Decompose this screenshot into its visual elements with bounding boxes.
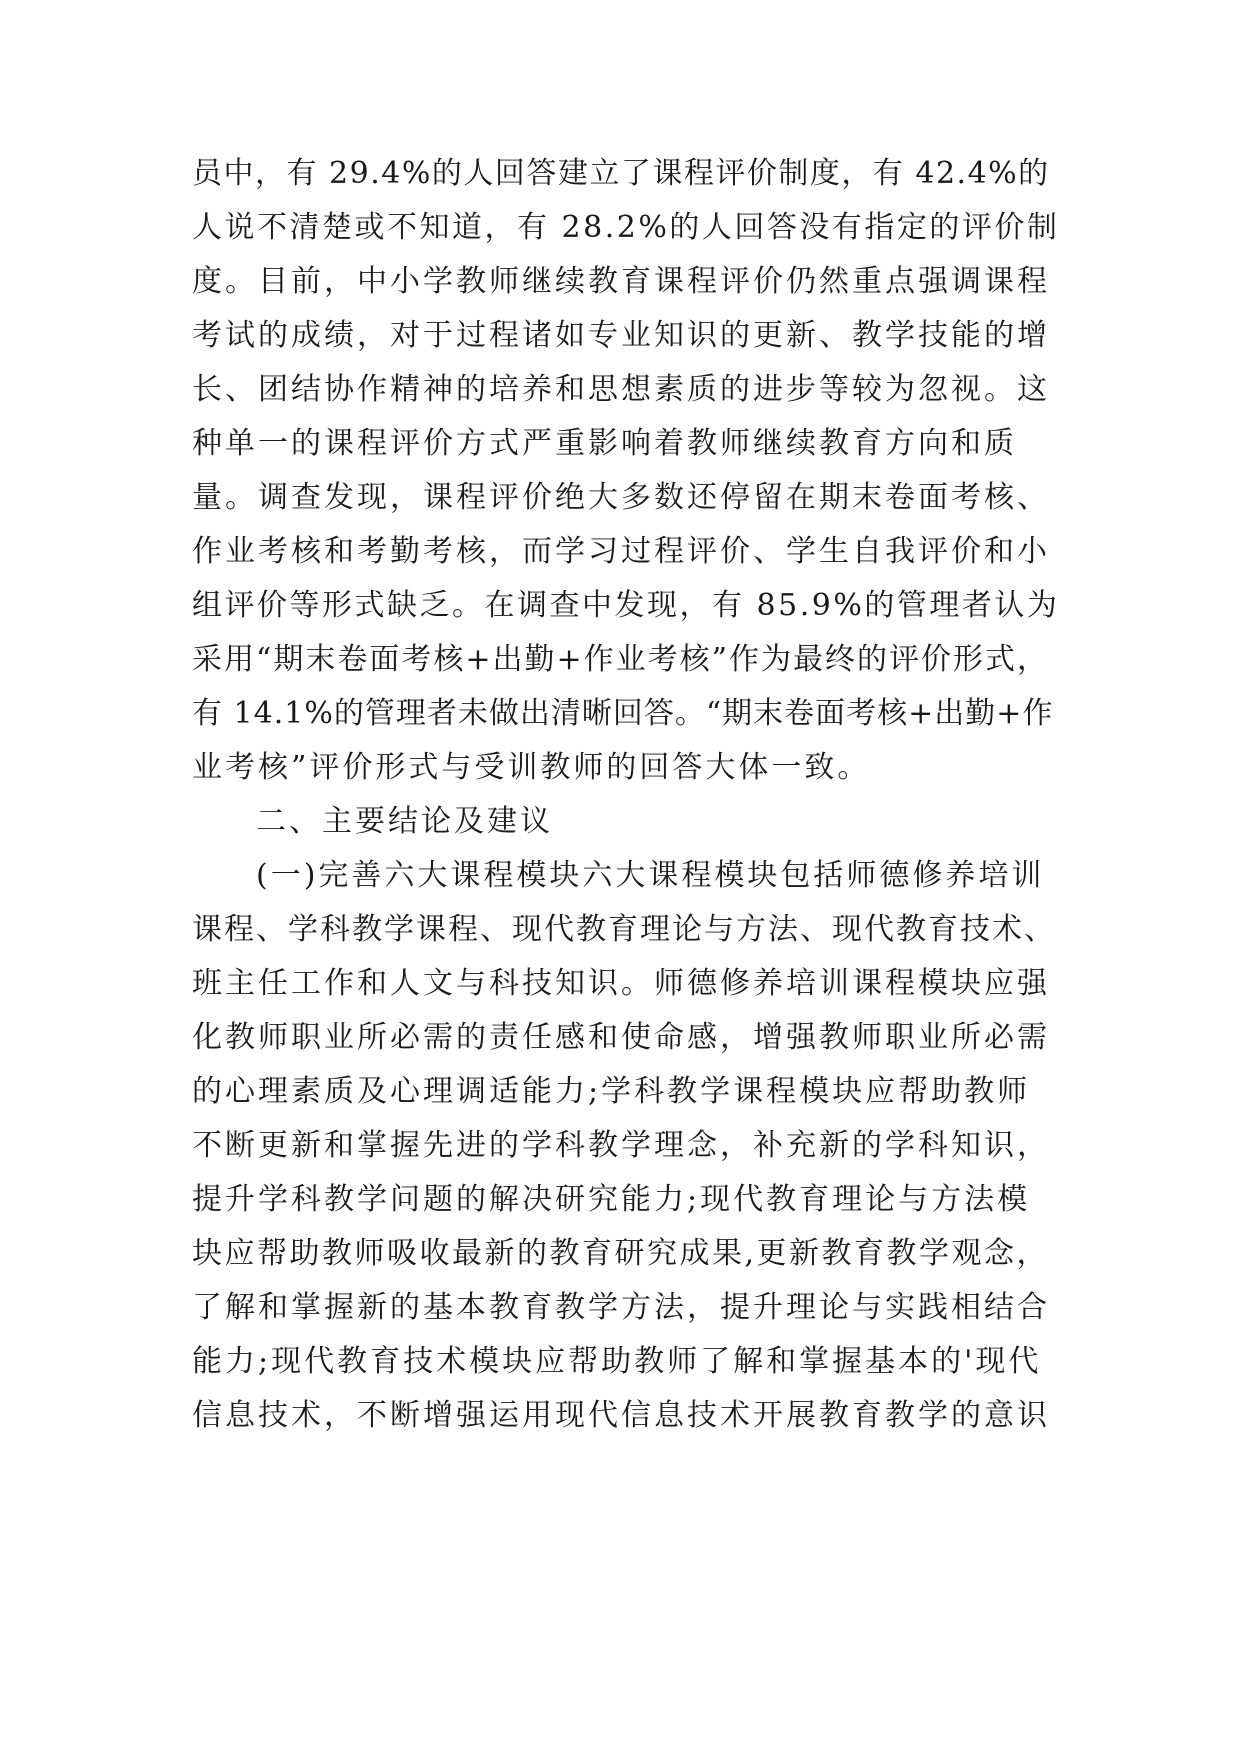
- body-text-line: 度。目前，中小学教师继续教育课程评价仍然重点强调课程: [192, 264, 1050, 299]
- body-text-line: 不断更新和掌握先进的学科教学理念，补充新的学科知识，: [192, 1128, 1050, 1163]
- body-text-line: 组评价等形式缺乏。在调查中发现，有 85.9%的管理者认为: [192, 588, 1060, 623]
- body-text-line: 信息技术，不断增强运用现代信息技术开展教育教学的意识: [192, 1398, 1050, 1433]
- body-text-line: 业考核”评价形式与受训教师的回答大体一致。: [192, 750, 871, 785]
- body-text-line: 作业考核和考勤考核，而学习过程评价、学生自我评价和小: [192, 534, 1050, 569]
- body-text-line: 块应帮助教师吸收最新的教育研究成果,更新教育教学观念，: [192, 1236, 1050, 1271]
- body-text-line: 了解和掌握新的基本教育教学方法，提升理论与实践相结合: [192, 1290, 1050, 1325]
- body-text-line: 提升学科教学问题的解决研究能力;现代教育理论与方法模: [192, 1182, 1031, 1217]
- body-text-line: 员中，有 29.4%的人回答建立了课程评价制度，有 42.4%的: [192, 156, 1050, 191]
- body-text-line: 量。调查发现，课程评价绝大多数还停留在期末卷面考核、: [192, 480, 1050, 515]
- body-text-line: 有 14.1%的管理者未做出清晰回答。“期末卷面考核+出勤+作: [192, 696, 1054, 731]
- body-text-line: 班主任工作和人文与科技知识。师德修养培训课程模块应强: [192, 966, 1050, 1001]
- body-text-line: 考试的成绩，对于过程诸如专业知识的更新、教学技能的增: [192, 318, 1050, 353]
- body-text-line: 的心理素质及心理调适能力;学科教学课程模块应帮助教师: [192, 1074, 1031, 1109]
- body-text-line: 长、团结协作精神的培养和思想素质的进步等较为忽视。这: [192, 372, 1050, 407]
- body-text-line: 种单一的课程评价方式严重影响着教师继续教育方向和质: [192, 426, 1017, 461]
- body-text-line: 人说不清楚或不知道，有 28.2%的人回答没有指定的评价制: [192, 210, 1060, 245]
- section-heading: 二、主要结论及建议: [256, 804, 553, 839]
- body-text-line: 课程、学科教学课程、现代教育理论与方法、现代教育技术、: [192, 912, 1056, 947]
- body-text-line: 化教师职业所必需的责任感和使命感，增强教师职业所必需: [192, 1020, 1050, 1055]
- paragraph-start-line: (一)完善六大课程模块六大课程模块包括师德修养培训: [256, 858, 1045, 893]
- body-text-line: 能力;现代教育技术模块应帮助教师了解和掌握基本的'现代: [192, 1344, 1042, 1379]
- body-text-line: 采用“期末卷面考核+出勤+作业考核”作为最终的评价形式，: [192, 642, 1049, 677]
